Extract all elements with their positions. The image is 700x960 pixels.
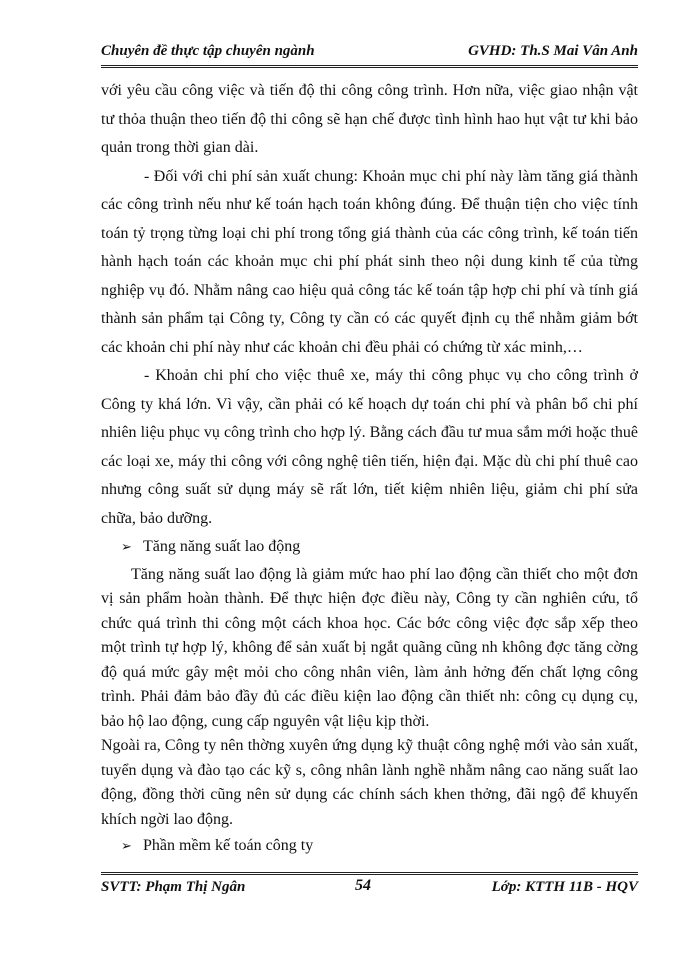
paragraph-continuation: với yêu cầu công việc và tiến độ thi công công trình. Hơn nữa, việc giao nhận vật tư thỏa thuận theo tiến độ thi công sẽ hạn chế được tình hình hao hụt vật tư khi bảo quản trong thời gian dài.: [101, 82, 638, 156]
page-footer: [101, 879, 638, 901]
page-header: [101, 43, 638, 65]
page-body: [101, 77, 638, 862]
bullet-heading-text: Tăng năng suất lao động: [143, 538, 301, 555]
footer-rule: [101, 872, 638, 875]
header-rule: [101, 65, 638, 68]
bullet-heading-software: [101, 832, 638, 862]
footer-student: SVTT: Phạm Thị Ngân: [101, 879, 246, 895]
paragraph-productivity: Tăng năng suất lao động là giảm mức hao phí lao động cần thiết cho một đơn vị sản phẩm hoàn thành. Để thực hiện đợc điều này, Công ty cần nghiên cứu, tổ chức quá trình thi công một cách khoa học. Các bớc công việc đợc sắp xếp theo một trình tự hợp lý, không để sản xuất bị ngắt quãng cũng nh không đợc tăng cờng độ quá mức gây mệt mỏi cho công nhân viên, làm ảnh hởng đến chất lợng công trình. Phải đảm bảo đầy đủ các điều kiện lao động cần thiết nh: công cụ dụng cụ, bảo hộ lao động, cung cấp nguyên vật liệu kịp thời.: [101, 565, 638, 730]
paragraph-technology: Ngoài ra, Công ty nên thờng xuyên ứng dụng kỹ thuật công nghệ mới vào sản xuất, tuyển dụng và đào tạo các kỹ s, công nhân lành nghề nhằm nâng cao năng suất lao động, đồng thời cũng nên sử dụng các chính sách khen thởng, đãi ngộ để khuyến khích ngời lao động.: [101, 737, 638, 828]
header-advisor: GVHD: Th.S Mai Vân Anh: [468, 43, 638, 59]
arrow-bullet-icon: ➢: [121, 839, 132, 854]
paragraph-machine-rental: - Khoản chi phí cho việc thuê xe, máy thi công phục vụ cho công trình ở Công ty khá lớn. Vì vậy, cần phải có kế hoạch dự toán chi phí và phân bổ chi phí nhiên liệu phục vụ công trình cho hợp lý. Bằng cách đầu tư mua sắm mới hoặc thuê các loại xe, máy thi công với công nghệ tiên tiến, hiện đại. Mặc dù chi phí thuê cao nhưng công suất sử dụng máy sẽ rất lớn, tiết kiệm nhiên liệu, giảm chi phí sửa chữa, bảo dưỡng.: [101, 367, 638, 527]
arrow-bullet-icon: ➢: [121, 540, 132, 555]
header-title: Chuyên đề thực tập chuyên ngành: [101, 43, 315, 59]
paragraph-overhead-cost: - Đối với chi phí sản xuất chung: Khoản mục chi phí này làm tăng giá thành các công trình nếu như kế toán hạch toán không đúng. Để thuận tiện cho việc tính toán tỷ trọng từng loại chi phí trong tổng giá thành của các công trình, kế toán tiến hành hạch toán các khoản mục chi phí phát sinh theo nội dung kinh tế của từng nghiệp vụ đó. Nhằm nâng cao hiệu quả công tác kế toán tập hợp chi phí và tính giá thành sản phẩm tại Công ty, Công ty cần có các quyết định cụ thể nhằm giảm bớt các khoản chi phí này như các khoản chi đều phải có chứng từ xác minh,…: [101, 167, 638, 356]
page-number: 54: [355, 877, 371, 894]
bullet-heading-productivity: [101, 533, 638, 563]
footer-class: Lớp: KTTH 11B - HQV: [491, 879, 638, 895]
bullet-heading-text: Phần mềm kế toán công ty: [143, 837, 314, 854]
